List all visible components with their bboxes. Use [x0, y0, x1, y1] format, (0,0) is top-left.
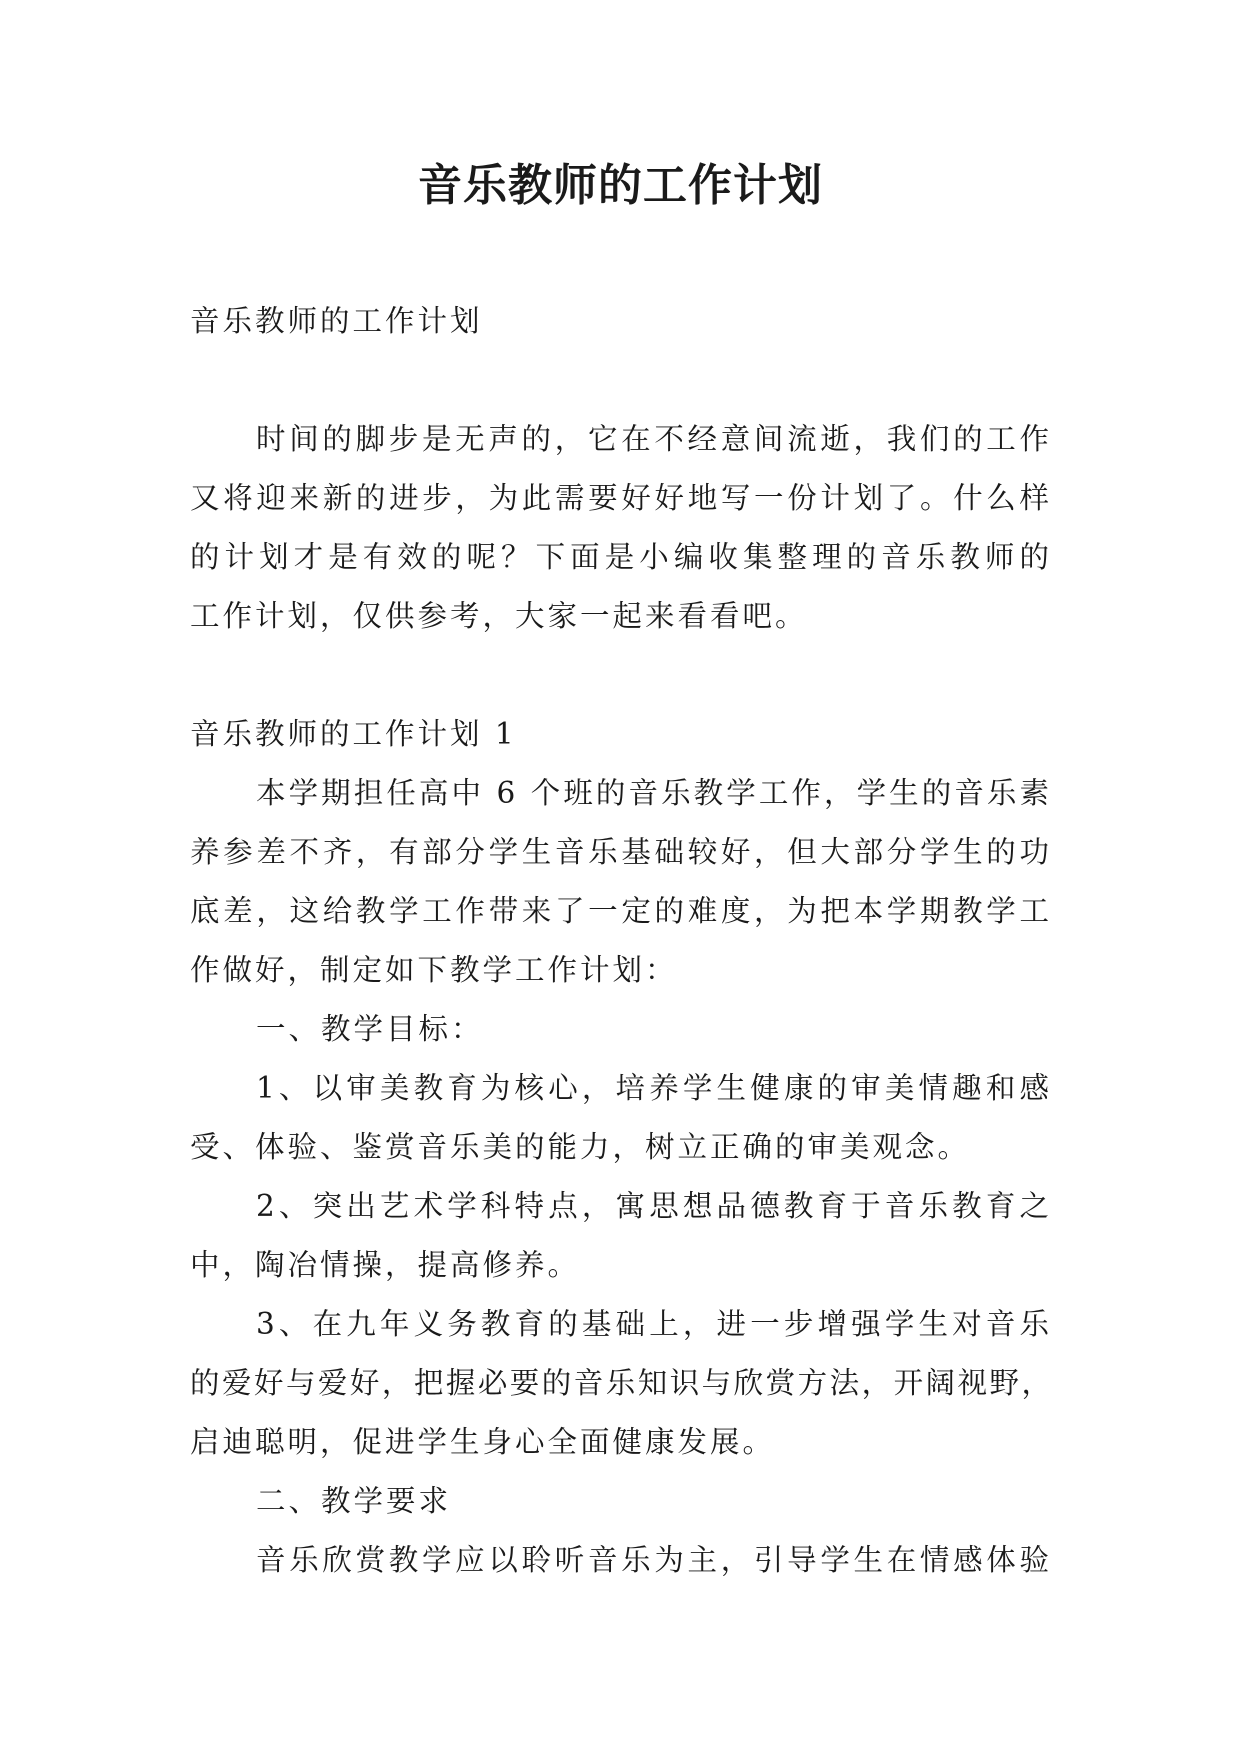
document-body: [190, 292, 1052, 1590]
intro-line: 又将迎来新的进步，为此需要好好地写一份计划了。什么样: [190, 481, 1052, 515]
goal-line: 2、突出艺术学科特点，寓思想品德教育于音乐教育之: [256, 1189, 1052, 1223]
intro-line: 工作计划，仅供参考，大家一起来看看吧。: [190, 599, 808, 633]
paragraph-line: 底差，这给教学工作带来了一定的难度，为把本学期教学工: [190, 894, 1052, 928]
goals-heading: 一、教学目标：: [256, 1012, 484, 1046]
paragraph-line: 本学期担任高中 6 个班的音乐教学工作，学生的音乐素: [256, 776, 1052, 810]
goal-line: 启迪聪明，促进学生身心全面健康发展。: [190, 1425, 776, 1459]
subtitle: 音乐教师的工作计划: [190, 304, 483, 338]
goal-line: 3、在九年义务教育的基础上，进一步增强学生对音乐: [256, 1307, 1052, 1341]
section-heading: 音乐教师的工作计划 1: [190, 717, 517, 751]
spacer: [190, 351, 1052, 410]
requirements-heading: 二、教学要求: [256, 1484, 452, 1518]
spacer: [190, 646, 1052, 705]
paragraph-line: 养参差不齐，有部分学生音乐基础较好，但大部分学生的功: [190, 835, 1052, 869]
goal-line: 1、以审美教育为核心，培养学生健康的审美情趣和感: [256, 1071, 1052, 1105]
goal-line: 受、体验、鉴赏音乐美的能力，树立正确的审美观念。: [190, 1130, 971, 1164]
intro-line: 时间的脚步是无声的，它在不经意间流逝，我们的工作: [256, 422, 1052, 456]
paragraph-line: 作做好，制定如下教学工作计划：: [190, 953, 678, 987]
requirement-line: 音乐欣赏教学应以聆听音乐为主，引导学生在情感体验: [256, 1543, 1052, 1577]
document-title: 音乐教师的工作计划: [418, 160, 823, 211]
intro-line: 的计划才是有效的呢？下面是小编收集整理的音乐教师的: [190, 540, 1052, 574]
goal-line: 中，陶冶情操，提高修养。: [190, 1248, 581, 1282]
goal-line: 的爱好与爱好，把握必要的音乐知识与欣赏方法，开阔视野，: [190, 1366, 1052, 1400]
